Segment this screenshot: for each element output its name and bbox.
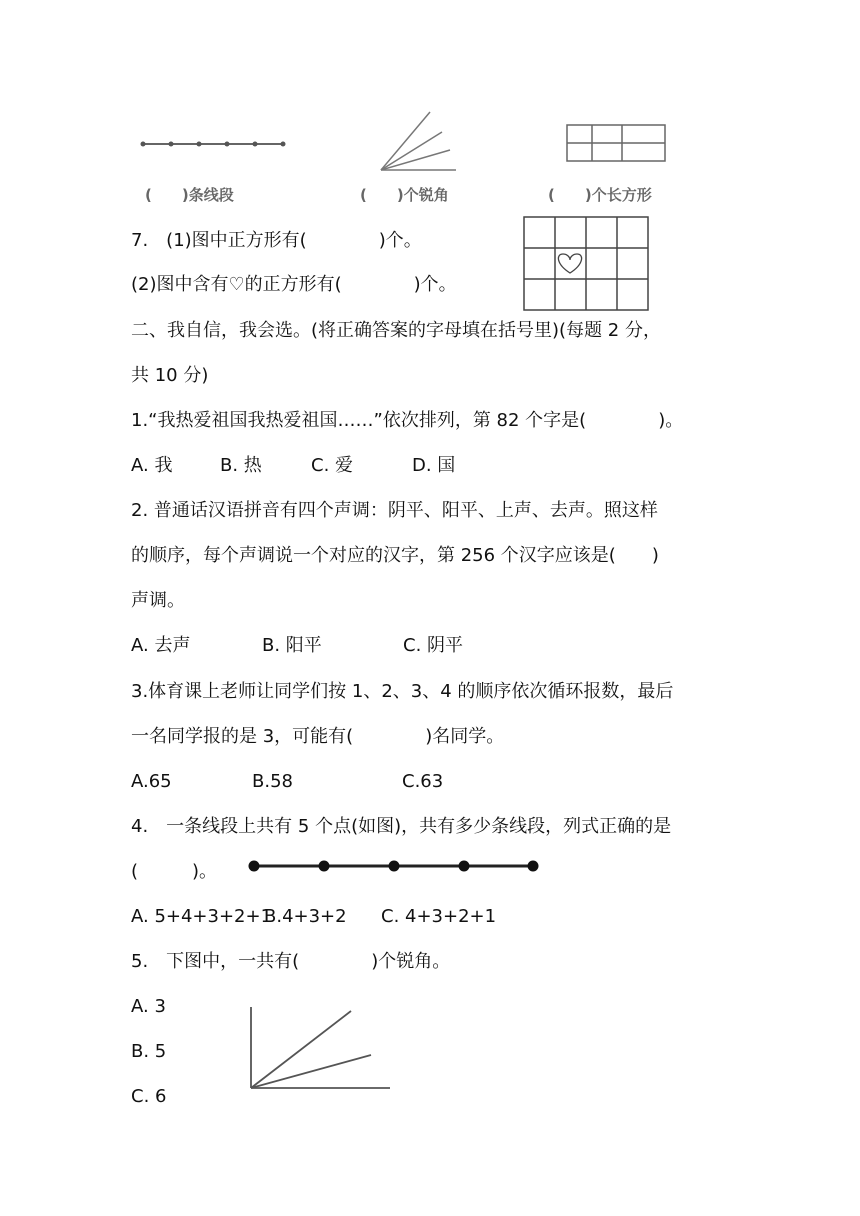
q5-stem: 5. 下图中，一共有( )个锐角。 (131, 951, 451, 972)
q2-option-a: A. 去声 (131, 635, 191, 656)
q4-line1: 4. 一条线段上共有 5 个点(如图)，共有多少条线段，列式正确的是 (131, 816, 672, 837)
q2-option-c: C. 阴平 (403, 635, 464, 656)
acute-angles-label: ( )个锐角 (360, 186, 449, 204)
segments-label: ( )条线段 (145, 186, 234, 204)
rectangles-figure (566, 124, 668, 164)
q3-line2: 一名同学报的是 3，可能有( )名同学。 (131, 726, 505, 747)
q1-option-d: D. 国 (412, 455, 456, 476)
q5-option-b: B. 5 (131, 1041, 167, 1062)
segments-figure (140, 136, 290, 152)
q7-line1: 7. (1)图中正方形有( )个。 (131, 230, 422, 251)
q2-line2: 的顺序，每个声调说一个对应的汉字，第 256 个汉字应该是( ) (131, 545, 659, 566)
q1-option-a: A. 我 (131, 455, 173, 476)
five-points-segment-figure (248, 857, 540, 875)
q1-option-b: B. 热 (220, 455, 262, 476)
q2-line1: 2. 普通话汉语拼音有四个声调：阴平、阳平、上声、去声。照这样 (131, 500, 658, 521)
q5-option-a: A. 3 (131, 996, 166, 1017)
q3-line1: 3.体育课上老师让同学们按 1、2、3、4 的顺序依次循环报数，最后 (131, 681, 674, 702)
rectangles-label: ( )个长方形 (548, 186, 652, 204)
q4-option-c: C. 4+3+2+1 (381, 906, 497, 927)
q4-option-b: B.4+3+2 (264, 906, 347, 927)
q2-option-b: B. 阳平 (262, 635, 322, 656)
q3-option-a: A.65 (131, 771, 172, 792)
acute-angles-figure (378, 110, 458, 172)
heart-grid-figure (523, 216, 649, 312)
q1-option-c: C. 爱 (311, 455, 354, 476)
q7-line2: (2)图中含有♡的正方形有( )个。 (131, 274, 457, 295)
q5-angles-figure (248, 1006, 394, 1092)
q2-line3: 声调。 (131, 590, 185, 611)
heart-icon (558, 254, 581, 273)
q4-line2: ( )。 (131, 861, 218, 882)
q5-option-c: C. 6 (131, 1086, 167, 1107)
q3-option-c: C.63 (402, 771, 444, 792)
q3-option-b: B.58 (252, 771, 293, 792)
section2-heading-line1: 二、我自信，我会选。(将正确答案的字母填在括号里)(每题 2 分， (131, 320, 661, 341)
q1-stem: 1.“我热爱祖国我热爱祖国……”依次排列，第 82 个字是( )。 (131, 410, 684, 431)
section2-heading-line2: 共 10 分) (131, 365, 209, 386)
q4-option-a: A. 5+4+3+2+1 (131, 906, 273, 927)
